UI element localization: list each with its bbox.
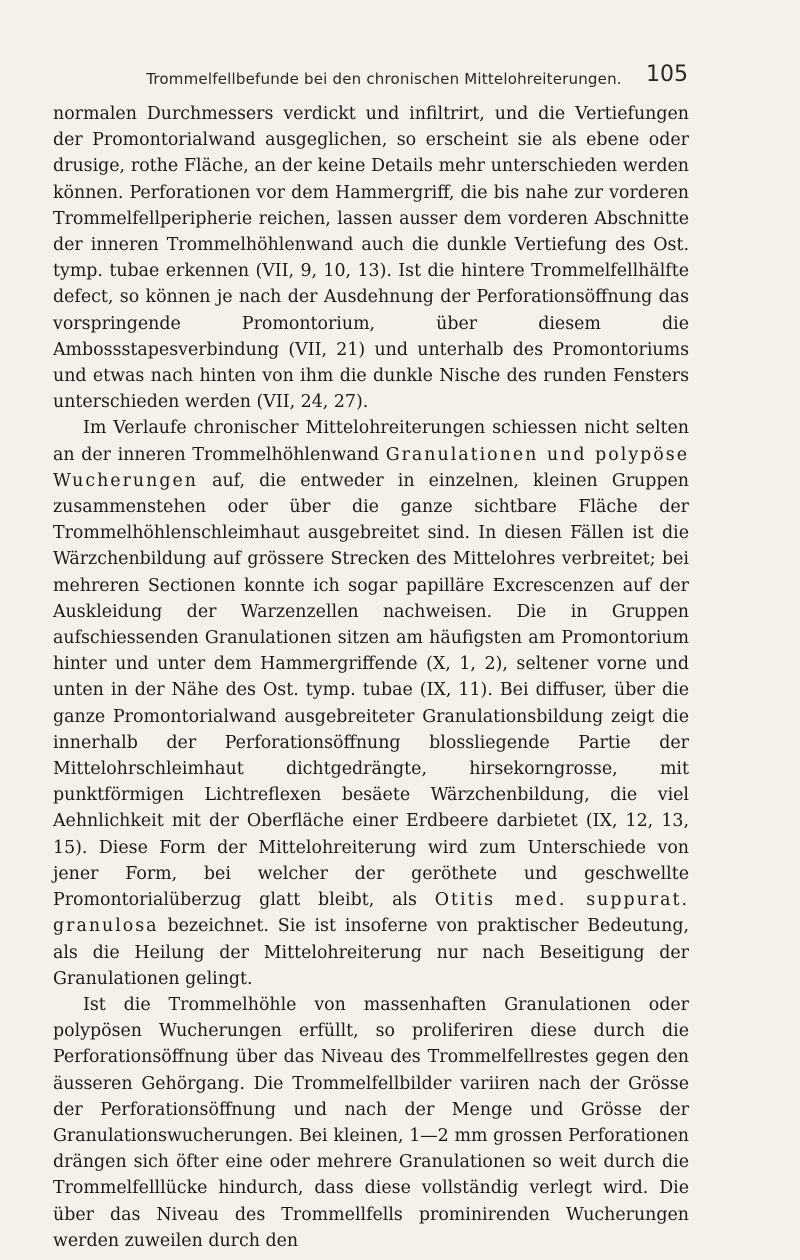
running-title: Trommelfellbefunde bei den chronischen Mittelohreiterungen. [146, 70, 622, 88]
paragraph-text: Im Verlaufe chronischer Mittelohreiterungen schiessen nicht selten an der inneren Trommelhöhlenwand [53, 418, 689, 465]
paragraph [53, 101, 689, 415]
paragraph [53, 992, 689, 1254]
paragraph-text: bezeichnet. Sie ist insoferne von praktischer Bedeutung, als die Heilung der Mittelohreiterung nur nach Beseitigung der Granulationen gelingt. [53, 916, 689, 989]
paragraph [53, 415, 689, 991]
paragraph-text: Ist die Trommelhöhle von massenhaften Granulationen oder polypösen Wucherungen erfüllt, so proliferiren diese durch die Perforationsöffnung über das Niveau des Trommelfellrestes gegen den äusseren Gehörgang. Die Trommelfellbilder variiren nach der Grösse der Perforationsöffnung und nach der Menge und Grösse der Granulationswucherungen. Bei kleinen, 1—2 mm grossen Perforationen drängen sich öfter eine oder mehrere Granulationen so weit durch die Trommelfelllücke hindurch, dass diese vollständig verlegt wird. Die über das Niveau des Trommellfells prominirenden Wucherungen werden zuweilen durch den [53, 994, 689, 1251]
emphasized-term: Otitis med. suppurat. granulosa [53, 890, 689, 937]
emphasized-term: Granulationen und polypöse Wucherungen [53, 444, 689, 491]
body-text [53, 101, 689, 1254]
paragraph-text: auf, die entweder in einzelnen, kleinen Gruppen zusammenstehen oder über die ganze sichtbare Fläche der Trommelhöhlenschleimhaut ausgebreitet sind. In diesen Fällen ist die Wärzchenbildung auf grössere Strecken des Mittelohres verbreitet; bei mehreren Sectionen konnte ich sogar papilläre Excrescenzen auf der Auskleidung der Warzenzellen nachweisen. Die in Gruppen aufschiessenden Granulationen sitzen am häufigsten am Promontorium hinter und unter dem Hammergriffende (X, 1, 2), seltener vorne und unten in der Nähe des Ost. tymp. tubae (IX, 11). Bei diffuser, über die ganze Promontorialwand ausgebreiteter Granulationsbildung zeigt die innerhalb der Perforationsöffnung blossliegende Partie der Mittelohrschleimhaut dichtgedrängte, hirsekorngrosse, mit punktförmigen Lichtreflexen besäete Wärzchenbildung, die viel Aehnlichkeit mit der Oberfläche einer Erdbeere darbietet (IX, 12, 13, 15). Diese Form der Mittelohreiterung wird zum Unterschiede von jener Form, bei welcher der geröthete und geschwellte Promontorialüberzug glatt bleibt, als [53, 470, 689, 911]
page-number: 105 [646, 62, 688, 87]
paragraph-text: normalen Durchmessers verdickt und infiltrirt, und die Vertiefungen der Promontorialwand ausgeglichen, so erscheint sie als ebene oder drusige, rothe Fläche, an der keine Details mehr unterschieden werden können. Perforationen vor dem Hammergriff, die bis nahe zur vorderen Trommelfellperipherie reichen, lassen ausser dem vorderen Abschnitte der inneren Trommelhöhlenwand auch die dunkle Vertiefung des Ost. tymp. tubae erkennen (VII, 9, 10, 13). Ist die hintere Trommelfellhälfte defect, so können je nach der Ausdehnung der Perforationsöffnung das vorspringende Promontorium, über diesem die Ambossstapesverbindung (VII, 21) und unterhalb des Promontoriums und etwas nach hinten von ihm die dunkle Nische des runden Fensters unterschieden werden (VII, 24, 27). [53, 104, 689, 413]
